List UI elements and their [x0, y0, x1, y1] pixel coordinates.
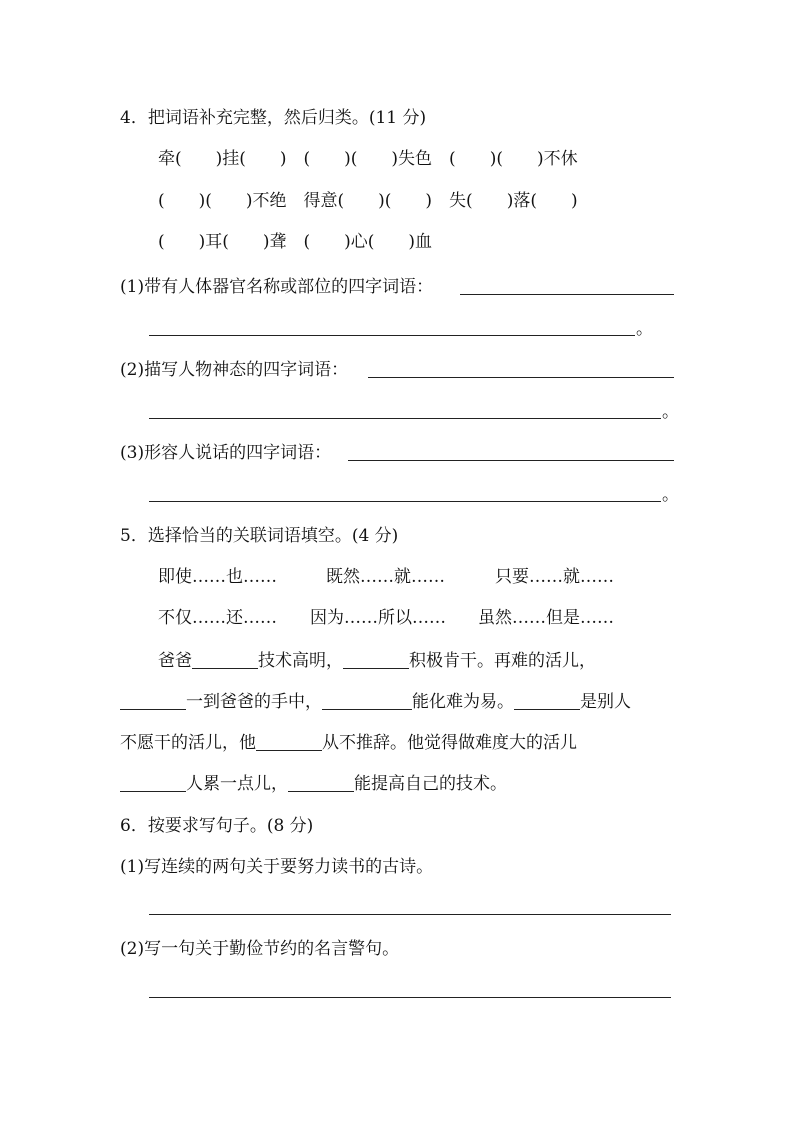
- q5-blank-4[interactable]: [322, 709, 412, 710]
- q5-text-1b: 技术高明，: [258, 651, 343, 671]
- q5-blank-3[interactable]: [120, 709, 186, 710]
- q5-option-2: 既然……就……: [326, 567, 445, 587]
- q5-blank-7[interactable]: [120, 791, 186, 792]
- q5-text-2c: 是别人: [580, 692, 631, 712]
- q6-title: 6．按要求写句子。(8 分): [120, 816, 314, 836]
- q5-text-4b: 能提高自己的技术。: [354, 774, 507, 794]
- q4-sub1-end-mark: 。: [636, 319, 653, 339]
- q4-sub3-label: (3)形容人说话的四字词语：: [120, 443, 332, 463]
- q5-text-1a: 爸爸: [158, 651, 192, 671]
- q6-sub2-answer-line[interactable]: [149, 997, 671, 998]
- q5-option-3: 只要……就……: [495, 567, 614, 587]
- q5-blank-1[interactable]: [192, 668, 258, 669]
- q4-sub2-answer-line-2[interactable]: [149, 418, 661, 419]
- q4-sub3-answer-line[interactable]: [348, 460, 674, 461]
- q5-option-6: 虽然……但是……: [478, 608, 614, 628]
- q5-title: 5．选择恰当的关联词语填空。(4 分): [120, 526, 399, 546]
- q4-sub3-end-mark: 。: [662, 485, 679, 505]
- q4-title: 4．把词语补充完整，然后归类。(11 分): [120, 108, 427, 128]
- q5-paragraph-line3: [120, 732, 577, 754]
- q4-words-row1: 牵( )挂( ) ( )( )失色 ( )( )不休: [158, 149, 578, 169]
- q6-sub1-answer-line[interactable]: [149, 914, 671, 915]
- q5-text-2b: 能化难为易。: [412, 692, 514, 712]
- q5-text-3b: 从不推辞。他觉得做难度大的活儿: [322, 733, 577, 753]
- q5-paragraph-line2: [120, 691, 631, 713]
- q4-words-row2: ( )( )不绝 得意( )( ) 失( )落( ): [158, 191, 578, 211]
- q6-sub2-label: (2)写一句关于勤俭节约的名言警句。: [120, 939, 400, 959]
- q5-option-5: 因为……所以……: [310, 608, 446, 628]
- q5-blank-6[interactable]: [256, 750, 322, 751]
- q4-sub2-end-mark: 。: [662, 402, 679, 422]
- q5-option-4: 不仅……还……: [158, 608, 277, 628]
- q4-sub1-answer-line[interactable]: [460, 294, 674, 295]
- q5-text-4a: 人累一点儿，: [186, 774, 288, 794]
- q4-sub2-answer-line[interactable]: [368, 377, 674, 378]
- q5-text-3a: 不愿干的活儿，他: [120, 733, 256, 753]
- q5-text-1c: 积极肯干。再难的活儿，: [409, 651, 596, 671]
- q5-blank-8[interactable]: [288, 791, 354, 792]
- q4-sub1-answer-line-2[interactable]: [149, 335, 635, 336]
- q4-sub2-label: (2)描写人物神态的四字词语：: [120, 360, 349, 380]
- q6-sub1-label: (1)写连续的两句关于要努力读书的古诗。: [120, 857, 434, 877]
- q5-blank-2[interactable]: [343, 668, 409, 669]
- q4-sub3-answer-line-2[interactable]: [149, 501, 661, 502]
- q4-words-row3: ( )耳( )聋 ( )心( )血: [158, 232, 433, 252]
- q5-option-1: 即使……也……: [158, 567, 277, 587]
- q5-paragraph-line1: [158, 650, 596, 672]
- q5-text-2a: 一到爸爸的手中，: [186, 692, 322, 712]
- q5-paragraph-line4: [120, 773, 507, 795]
- q5-blank-5[interactable]: [514, 709, 580, 710]
- q4-sub1-label: (1)带有人体器官名称或部位的四字词语：: [120, 277, 434, 297]
